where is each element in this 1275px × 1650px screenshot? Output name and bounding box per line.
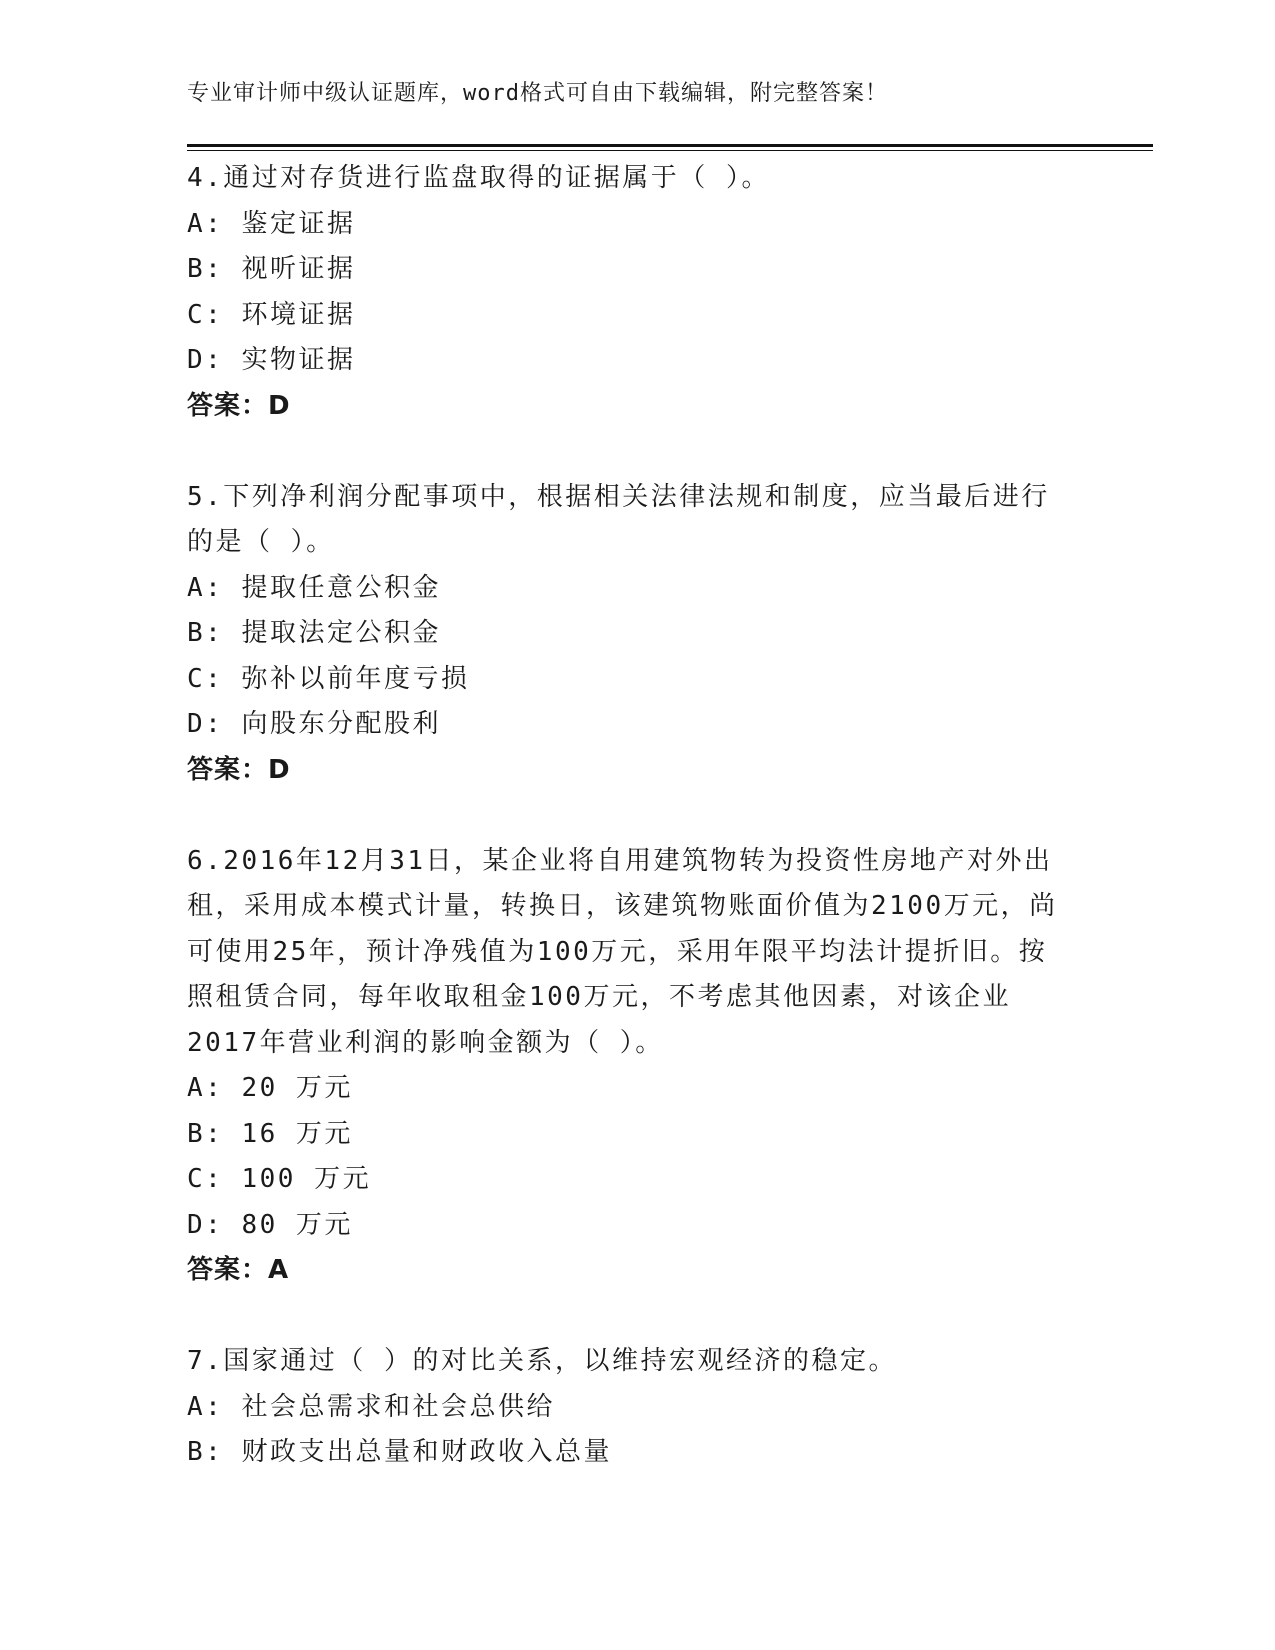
question-stem-line: 7.国家通过（ ）的对比关系，以维持宏观经济的稳定。 <box>187 1346 897 1376</box>
question-stem-line: 6.2016年12月31日，某企业将自用建筑物转为投资性房地产对外出 <box>187 845 1053 876</box>
option-a: A: 鉴定证据 <box>187 208 356 239</box>
header-rule-thin <box>187 150 1153 151</box>
spacer <box>187 1294 1067 1340</box>
header-rule-thick <box>187 144 1153 147</box>
option-b: B: 视听证据 <box>187 254 356 284</box>
question-stem-line: 5.下列净利润分配事项中，根据相关法律法规和制度，应当最后进行 <box>187 481 1050 512</box>
option-c: C: 环境证据 <box>187 299 356 330</box>
option-b: B: 提取法定公积金 <box>187 618 441 648</box>
option-b: B: 财政支出总量和财政收入总量 <box>187 1437 612 1467</box>
answer-line: 答案：A <box>187 1255 290 1285</box>
question-block-7 <box>187 1339 1067 1476</box>
option-c: C: 弥补以前年度亏损 <box>187 663 470 694</box>
answer-line: 答案：D <box>187 754 291 785</box>
question-block-6 <box>187 839 1067 1294</box>
option-c: C: 100 万元 <box>187 1164 372 1194</box>
question-stem-line: 照租赁合同，每年收取租金100万元，不考虑其他因素，对该企业 <box>187 982 1011 1012</box>
question-stem-line: 2017年营业利润的影响金额为（ ）。 <box>187 1027 664 1058</box>
page-header-text: 专业审计师中级认证题库，word格式可自由下载编辑，附完整答案！ <box>187 81 888 106</box>
option-a: A: 提取任意公积金 <box>187 572 441 603</box>
option-a: A: 社会总需求和社会总供给 <box>187 1391 555 1422</box>
question-stem-line: 可使用25年，预计净残值为100万元，采用年限平均法计提折旧。按 <box>187 936 1048 967</box>
option-b: B: 16 万元 <box>187 1118 353 1149</box>
option-d: D: 实物证据 <box>187 345 356 375</box>
question-stem-line: 租，采用成本模式计量，转换日，该建筑物账面价值为2100万元，尚 <box>187 891 1058 921</box>
question-block-4 <box>187 156 1067 429</box>
question-stem-line: 的是（ ）。 <box>187 527 335 557</box>
option-d: D: 向股东分配股利 <box>187 709 441 739</box>
question-stem-line: 4.通过对存货进行监盘取得的证据属于（ ）。 <box>187 163 770 193</box>
option-d: D: 80 万元 <box>187 1209 353 1240</box>
spacer <box>187 793 1067 839</box>
question-list <box>187 156 1067 1476</box>
spacer <box>187 429 1067 475</box>
option-a: A: 20 万元 <box>187 1073 353 1103</box>
question-block-5 <box>187 475 1067 794</box>
answer-line: 答案：D <box>187 390 291 421</box>
